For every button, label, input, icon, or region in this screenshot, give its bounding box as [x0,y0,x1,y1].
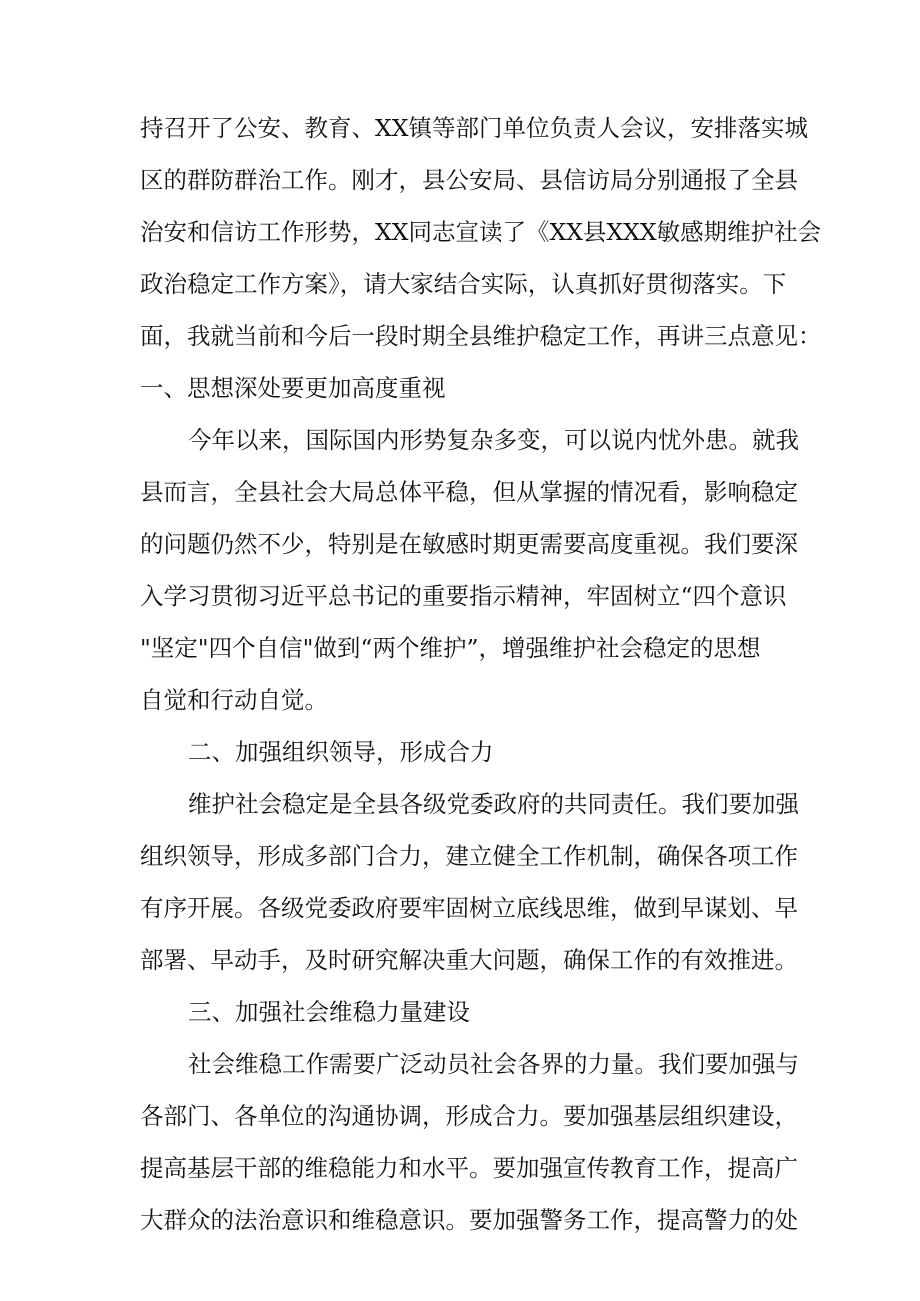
text-line: 组织领导，形成多部门合力，建立健全工作机制，确保各项工作 [140,842,798,870]
text-line: 自觉和行动自觉。 [140,686,328,714]
text-line: 今年以来，国际国内形势复杂多变，可以说内忧外患。就我 [188,426,799,454]
text-line: 治安和信访工作形势，XX同志宣读了《XX县XXX敏感期维护社会 [140,218,822,246]
text-line: 社会维稳工作需要广泛动员社会各界的力量。我们要加强与 [188,1050,799,1078]
text-line: 面，我就当前和今后一段时期全县维护稳定工作，再讲三点意见： [140,322,822,350]
text-line: 提高基层干部的维稳能力和水平。要加强宣传教育工作，提高广 [140,1154,798,1182]
section-heading-1: 一、思想深处要更加高度重视 [140,374,446,402]
text-line: 政治稳定工作方案》，请大家结合实际，认真抓好贯彻落实。下 [140,270,787,298]
text-line: 县而言，全县社会大局总体平稳，但从掌握的情况看，影响稳定 [140,478,798,506]
section-heading-3: 三、加强社会维稳力量建设 [188,998,470,1026]
text-line: 区的群防群治工作。刚才，县公安局、县信访局分别通报了全县 [140,166,798,194]
text-line: 入学习贯彻习近平总书记的重要指示精神，牢固树立“四个意识 [140,582,787,610]
text-line: 各部门、各单位的沟通协调，形成合力。要加强基层组织建设， [140,1102,798,1130]
text-line: 的问题仍然不少，特别是在敏感时期更需要高度重视。我们要深 [140,530,798,558]
text-line: 大群众的法治意识和维稳意识。要加强警务工作，提高警力的处 [140,1206,798,1234]
text-line: 持召开了公安、教育、XX镇等部门单位负责人会议，安排落实城 [140,114,808,142]
text-line: 有序开展。各级党委政府要牢固树立底线思维，做到早谋划、早 [140,894,798,922]
text-line: 部署、早动手，及时研究解决重大问题，确保工作的有效推进。 [140,946,798,974]
text-line: "坚定"四个自信"做到“两个维护”，增强维护社会稳定的思想 [140,634,761,662]
section-heading-2: 二、加强组织领导，形成合力 [188,738,494,766]
text-line: 维护社会稳定是全县各级党委政府的共同责任。我们要加强 [188,790,799,818]
